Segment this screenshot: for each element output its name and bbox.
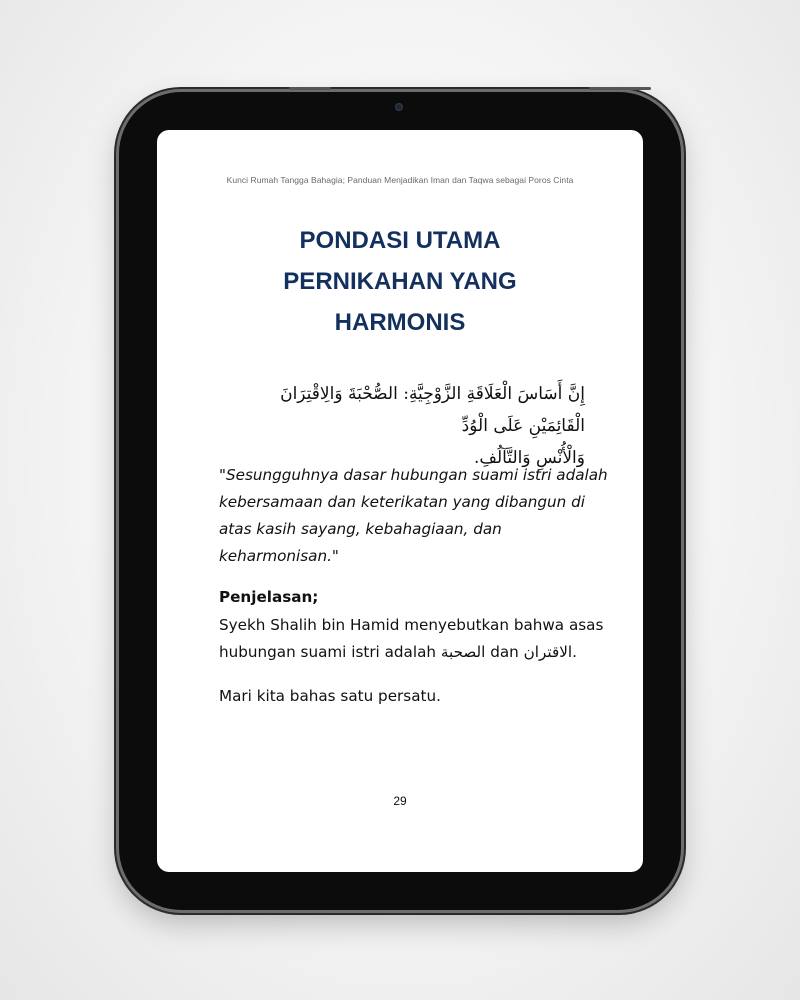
explanation-heading: Penjelasan; xyxy=(219,588,319,606)
quote-line: kebersamaan dan keterikatan yang dibangun di xyxy=(219,493,585,511)
power-button xyxy=(589,87,651,90)
camera-icon xyxy=(395,103,403,111)
chapter-title-line: PERNIKAHAN YANG xyxy=(283,268,517,295)
explanation-text: . xyxy=(572,643,577,661)
arabic-term: الاقتران xyxy=(523,643,573,661)
translation-quote xyxy=(219,462,608,570)
explanation-text: dan xyxy=(485,643,524,661)
explanation-paragraph xyxy=(219,612,604,666)
arabic-term: الصحبة xyxy=(440,643,486,661)
running-header: Kunci Rumah Tangga Bahagia; Panduan Menjadikan Iman dan Taqwa sebagai Poros Cinta xyxy=(226,175,574,185)
quote-line: atas kasih sayang, kebahagiaan, dan xyxy=(219,520,502,538)
quote-line: "Sesungguhnya dasar hubungan suami istri adalah xyxy=(219,466,608,484)
arabic-line: وَالْأُنْسِ وَالتَّآلُفِ. xyxy=(473,448,585,468)
explanation-line: Syekh Shalih bin Hamid menyebutkan bahwa asas xyxy=(219,616,604,634)
chapter-title-line: HARMONIS xyxy=(334,309,466,336)
quote-line: keharmonisan." xyxy=(219,547,339,565)
arabic-line: إِنَّ أَسَاسَ الْعَلَاقَةِ الزَّوْجِيَّةِ: الصُّحْبَةَ وَالِاقْتِرَانَ الْقَائِمَيْنِ عَلَى الْوُدِّ xyxy=(280,384,585,436)
closing-sentence: Mari kita bahas satu persatu. xyxy=(219,687,441,705)
explanation-line xyxy=(219,639,589,666)
tablet-device xyxy=(119,92,681,910)
page-number: 29 xyxy=(393,794,407,808)
volume-button xyxy=(289,87,331,90)
chapter-title-line: PONDASI UTAMA xyxy=(299,227,501,254)
explanation-text: hubungan suami istri adalah xyxy=(219,643,441,661)
arabic-quote xyxy=(219,378,585,474)
ebook-page[interactable] xyxy=(157,130,643,872)
chapter-title xyxy=(157,220,643,343)
